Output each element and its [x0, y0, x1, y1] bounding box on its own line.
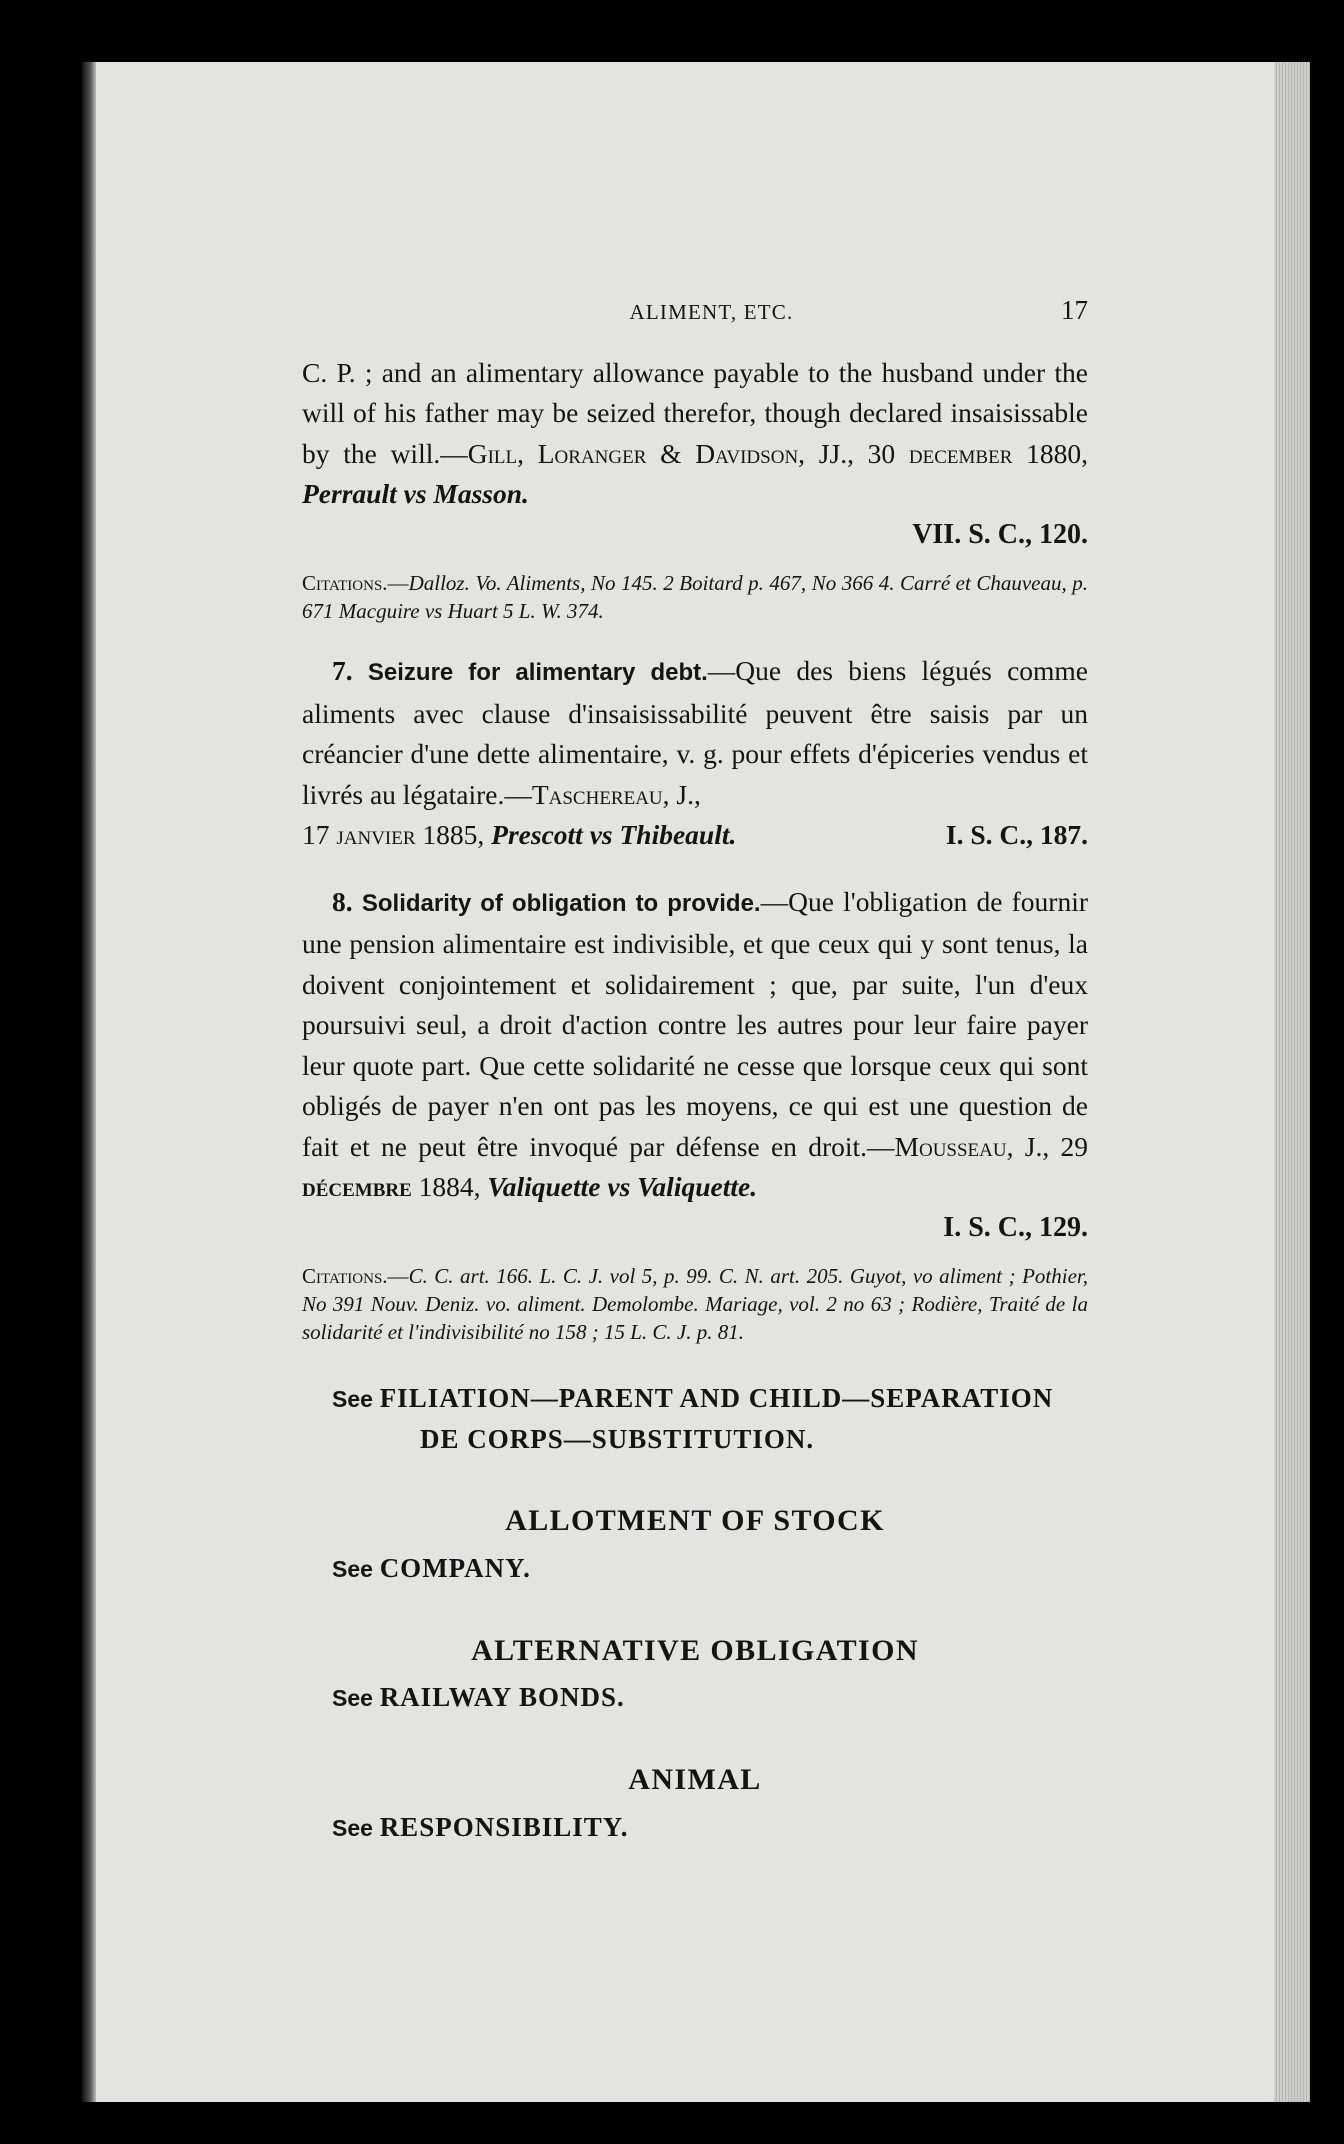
intro-year: 1880, — [1012, 437, 1088, 469]
see-also-line-1: FILIATION—PARENT AND CHILD—SEPARATION — [379, 1383, 1054, 1413]
entry-8-reference: I. S. C., 129. — [943, 1211, 1088, 1243]
entry-8-citations-label: Citations.— — [302, 1264, 409, 1288]
entry-7-heading: Seizure for alimentary debt. — [367, 659, 708, 686]
entry-7-ref-line — [302, 815, 1088, 856]
section-see-animal — [332, 1807, 1088, 1848]
entry-8-year: 1884, — [411, 1171, 488, 1202]
intro-paragraph — [302, 353, 1088, 515]
see-target-railway-bonds: RAILWAY BONDS. — [379, 1682, 625, 1712]
entry-8-month: décembre — [302, 1171, 412, 1202]
section-title-animal: ANIMAL — [628, 1763, 762, 1796]
intro-case: Perrault vs Masson. — [302, 478, 529, 509]
entry-7-judge: Taschereau — [531, 778, 663, 810]
entry-8-citations — [302, 1262, 1088, 1346]
section-see-allotment — [332, 1548, 1088, 1589]
entry-8 — [302, 882, 1088, 1208]
entry-7-text: —Que des biens légués comme aliments avec clause d'insaisissabilité peuvent être saisis par un créancier d'une dette alimentaire, v. g. pour effets d'épiceries vendus et livrés au légataire.— — [302, 655, 1089, 810]
section-see-alternative — [332, 1677, 1088, 1718]
page-fore-edge — [1274, 62, 1310, 2102]
see-label: See — [332, 1555, 373, 1582]
entry-7-year: 1885, — [415, 819, 492, 850]
entry-7 — [302, 651, 1088, 815]
intro-citations-text: Dalloz. Vo. Aliments, No 145. 2 Boitard p. 467, No 366 4. Carré et Chauveau, p. 671 Macguire vs Huart 5 L. W. 374. — [302, 571, 1088, 623]
running-title: ALIMENT, ETC. — [629, 300, 794, 324]
book-spine-shadow — [82, 62, 96, 2102]
intro-judges: Gill, Loranger & Davidson — [467, 437, 799, 469]
entry-8-citations-text: C. C. art. 166. L. C. J. vol 5, p. 99. C. N. art. 205. Guyot, vo aliment ; Pothier, No 391 Nouv. Deniz. vo. aliment. Demolombe. Mariage, vol. 2 no 63 ; Rodière, Traité de la solidarité et l'indivisibilité no 158 ; 15 L. C. J. p. 81. — [302, 1264, 1088, 1344]
section-title-alternative: ALTERNATIVE OBLIGATION — [471, 1633, 919, 1667]
page-number: 17 — [1061, 295, 1088, 325]
entry-7-day: 17 — [302, 819, 337, 850]
entry-7-reference: I. S. C., 187. — [945, 819, 1088, 850]
entry-8-number: 8. — [332, 885, 353, 917]
entry-8-judge: Mousseau — [894, 1130, 1007, 1162]
see-label: See — [332, 1814, 373, 1841]
intro-reference: VII. S. C., 120. — [912, 518, 1088, 550]
entry-8-text: —Que l'obligation de fournir une pension alimentaire est indivisible, et que ceux qui y sont tenus, la doivent conjointement et solidairement ; que, par suite, l'un d'eux poursuivi seul, a droit d'action contre les autres pour leur faire payer leur quote part. Que cette solidarité ne cesse que lorsque ceux qui sont obligés de payer n'en ont pas les moyens, ce qui est une question de fait et ne peut être invoqué par défense en droit.— — [302, 885, 1089, 1162]
running-head — [302, 290, 1088, 333]
see-also-label: See — [332, 1386, 373, 1412]
section-title-allotment: ALLOTMENT OF STOCK — [505, 1504, 885, 1537]
page-content — [302, 290, 1088, 1848]
entry-7-judge-suffix: , J., — [662, 778, 701, 810]
see-also-line-2: DE CORPS—SUBSTITUTION. — [420, 1424, 815, 1454]
intro-judges-suffix: , JJ., 30 — [798, 437, 909, 469]
entry-7-number: 7. — [332, 655, 353, 686]
entry-8-heading: Solidarity of obligation to provide. — [361, 889, 761, 917]
intro-month: december — [908, 437, 1013, 469]
see-target-company: COMPANY. — [379, 1552, 531, 1583]
entry-8-judge-suffix: , J., 29 — [1006, 1130, 1088, 1162]
entry-7-case: Prescott vs Thibeault. — [491, 819, 737, 850]
entry-7-month: janvier — [336, 819, 416, 850]
intro-citations-label: Citations.— — [302, 571, 409, 595]
intro-citations — [302, 569, 1088, 625]
see-label: See — [332, 1685, 373, 1711]
entry-8-case: Valiquette vs Valiquette. — [487, 1171, 758, 1202]
intro-text: C. P. ; and an alimentary allowance payable to the husband under the will of his father may be seized therefor, though declared insaisissable by the will.— — [302, 356, 1088, 469]
see-also-block — [332, 1378, 1088, 1459]
see-target-responsibility: RESPONSIBILITY. — [379, 1811, 629, 1842]
